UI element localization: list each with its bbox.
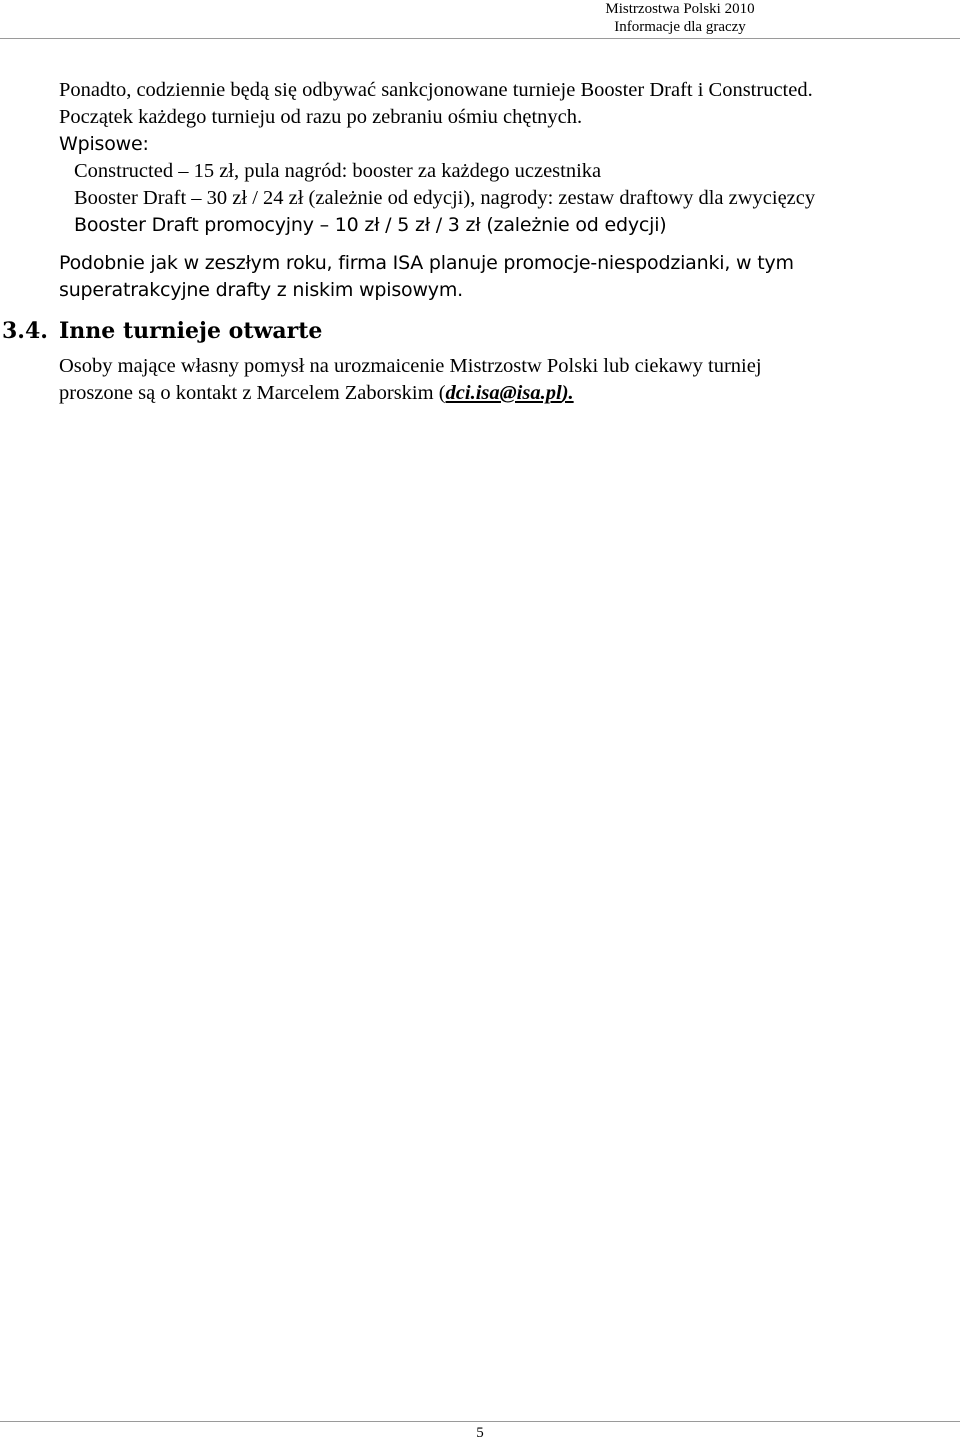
intro-line-1: Ponadto, codziennie będą się odbywać sankcjonowane turnieje Booster Draft i Constructed. [59,79,813,101]
fee-booster-draft: Booster Draft – 30 zł / 24 zł (zależnie od edycji), nagrody: zestaw draftowy dla zwycięzcy [74,187,816,209]
section-line-2 [59,380,939,407]
intro-line-2: Początek każdego turnieju od razu po zebraniu ośmiu chętnych. [59,106,583,128]
contact-text: proszone są o kontakt z Marcelem Zaborskim ( [59,382,446,404]
spacer [59,346,939,353]
section-heading [2,316,939,346]
header-divider [0,38,960,39]
promo-line-1: Podobnie jak w zeszłym roku, firma ISA planuje promocje-niespodzianki, w tym [59,252,794,274]
header-title: Mistrzostwa Polski 2010 [605,1,755,17]
document-body [2,77,939,407]
header-subtitle: Informacje dla graczy [614,19,746,35]
section-number: 3.4. [2,318,48,344]
footer-divider [0,1421,960,1422]
page-header [400,0,960,36]
fees-label: Wpisowe: [59,133,149,155]
fee-constructed: Constructed – 15 zł, pula nagród: booster za każdego uczestnika [74,160,602,182]
spacer [59,304,939,316]
page-number: 5 [476,1425,484,1441]
section-title: Inne turnieje otwarte [59,318,323,344]
promo-line-2: superatrakcyjne drafty z niskim wpisowym. [59,279,463,301]
email-link[interactable]: dci.isa@isa.pl [445,382,562,404]
section-line-1: Osoby mające własny pomysł na urozmaicenie Mistrzostw Polski lub ciekawy turniej [59,355,762,377]
fee-promo-draft: Booster Draft promocyjny – 10 zł / 5 zł / 3 zł (zależnie od edycji) [74,214,667,236]
spacer [59,239,939,250]
closing-punctuation: ). [561,382,574,404]
